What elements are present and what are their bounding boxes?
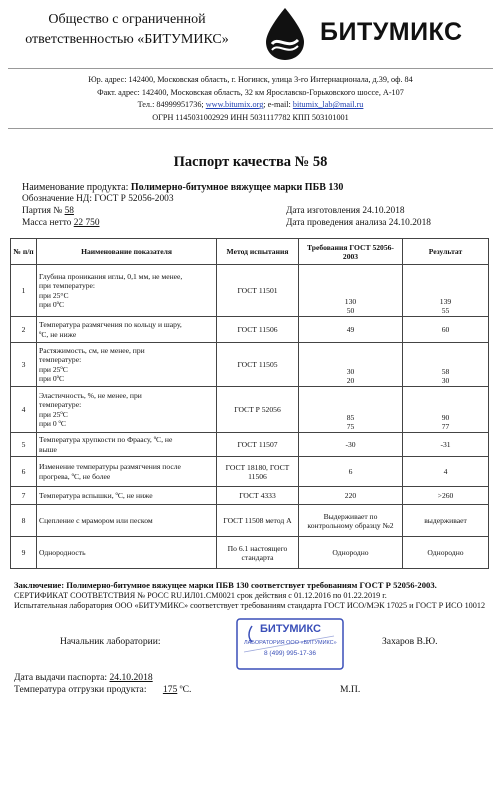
indicator-name [37, 487, 217, 505]
row-number: 4 [11, 387, 37, 433]
requirement-value [299, 433, 403, 457]
requirement-value [299, 505, 403, 537]
header-num: № п/п [11, 239, 37, 265]
indicator-name-line: при 0ºС [39, 374, 65, 383]
table-row [11, 433, 489, 457]
header-result: Результат [403, 239, 489, 265]
result-line: 139 [439, 297, 452, 306]
result-value [403, 457, 489, 487]
website-link[interactable]: www.bitumix.org [205, 100, 264, 110]
indicator-name-line: Изменение температуры размягчения после [39, 462, 181, 471]
lab-stamp [234, 616, 346, 672]
table-row [11, 537, 489, 569]
company-name [14, 10, 240, 50]
batch-value: 58 [64, 206, 74, 216]
certificate-line: СЕРТИФИКАТ СООТВЕТСТВИЯ № РОСС RU.ИЛ01.СМ0021 срок действия с 01.12.2016 по 01.22.2019 г. [14, 590, 387, 600]
row-number: 7 [11, 487, 37, 505]
table-header-row [11, 239, 489, 265]
indicator-name-line: при 25ºС [39, 409, 68, 419]
quality-table [10, 238, 489, 569]
indicator-name-line: при 25°С [39, 290, 69, 300]
requirement-value [299, 317, 403, 343]
requirement-line: -30 [345, 440, 356, 449]
seal-label: М.П. [340, 684, 361, 695]
issue-date-line [14, 672, 153, 683]
ship-temp-label: Температура отгрузки продукта: [14, 684, 149, 695]
indicator-name [37, 537, 217, 569]
analysis-date: Дата проведения анализа 24.10.2018 [286, 218, 431, 228]
indicator-name-line: Сцепление с мрамором или песком [39, 515, 153, 525]
manufacture-date: Дата изготовления 24.10.2018 [286, 206, 405, 216]
indicator-name-line: температуре: [39, 400, 82, 409]
indicator-name [37, 387, 217, 433]
issue-date-label: Дата выдачи паспорта: [14, 672, 110, 683]
result-line: 60 [441, 325, 450, 334]
requirement-value [299, 265, 403, 317]
result-line: 30 [441, 376, 450, 385]
net-mass-label: Масса нетто [22, 218, 74, 228]
contacts-block [0, 74, 501, 124]
test-method: По 6.1 настоящего стандарта [217, 537, 299, 569]
phone-web-email [0, 99, 501, 112]
row-number: 1 [11, 265, 37, 317]
indicator-name [37, 505, 217, 537]
header-divider [8, 68, 493, 69]
table-row [11, 265, 489, 317]
actual-address: Факт. адрес: 142400, Московская область, 32 км Ярославско-Горьковского шоссе, А-107 [97, 87, 404, 97]
result-value [403, 487, 489, 505]
row-number: 2 [11, 317, 37, 343]
table-row [11, 387, 489, 433]
table-row [11, 343, 489, 387]
table-row [11, 487, 489, 505]
table-row [11, 505, 489, 537]
stamp-line2: ЛАБОРАТОРИЯ ООО «БИТУМИКС» [244, 640, 337, 646]
product-name: Полимерно-битумное вяжущее марки ПБВ 130 [130, 182, 344, 193]
requirement-line: Однородно [332, 548, 369, 557]
test-method: ГОСТ 11508 метод А [217, 505, 299, 537]
batch-label: Партия № [22, 206, 65, 216]
table-body [11, 265, 489, 569]
indicator-name-line: Температура размягчения по кольцу и шару, [39, 320, 182, 329]
batch-line [22, 206, 74, 216]
company-name-line1: Общество с ограниченной [48, 12, 206, 27]
indicator-name-line: температуре: [39, 355, 82, 364]
row-number: 6 [11, 457, 37, 487]
requirement-line: 30 [346, 367, 355, 376]
indicator-name [37, 433, 217, 457]
row-number: 5 [11, 433, 37, 457]
result-line: выдерживает [424, 516, 467, 525]
row-number: 8 [11, 505, 37, 537]
result-line: 90 [441, 413, 450, 422]
stamp-line1: БИТУМИКС [260, 623, 321, 635]
table-row [11, 457, 489, 487]
requirement-line: 85 [346, 413, 355, 422]
requirement-value [299, 537, 403, 569]
passport-title: Паспорт качества № 58 [173, 154, 328, 170]
email-link[interactable]: bitumix_lab@mail.ru [292, 100, 364, 110]
test-method: ГОСТ 18180, ГОСТ 11506 [217, 457, 299, 487]
result-value [403, 505, 489, 537]
row-number: 9 [11, 537, 37, 569]
header-requirements: Требования ГОСТ 52056-2003 [299, 239, 403, 265]
result-line: 77 [441, 422, 450, 431]
email-label: ; e-mail: [263, 100, 293, 110]
result-line: 58 [441, 367, 450, 376]
lab-head-label: Начальник лаборатории: [60, 636, 161, 647]
test-method: ГОСТ 11501 [217, 265, 299, 317]
requirement-line: 130 [344, 297, 357, 306]
phone: Тел.: 84999951736; [137, 100, 206, 110]
requirement-line: Выдерживает по контрольному образцу №2 [307, 511, 394, 530]
indicator-name-line: при 0 ºС [39, 419, 66, 428]
test-method: ГОСТ 11507 [217, 433, 299, 457]
stamp-line3: 8 (499) 995-17-36 [264, 650, 317, 657]
requirement-value [299, 487, 403, 505]
test-method: ГОСТ 11505 [217, 343, 299, 387]
product-name-line [22, 182, 343, 193]
result-value [403, 317, 489, 343]
result-value [403, 387, 489, 433]
indicator-name-line: ºС, не ниже [39, 329, 77, 339]
indicator-name-line: при 0ºС [39, 300, 65, 309]
indicator-name-line: Глубина проникания иглы, 0,1 мм, не менее, [39, 271, 183, 281]
indicator-name-line: Однородность [39, 547, 86, 557]
indicator-name-line: при 25ºС [39, 364, 68, 374]
requirement-value [299, 387, 403, 433]
legal-address: Юр. адрес: 142400, Московская область, г. Ногинск, улица 3-го Интернационала, д.39, оф. 84 [88, 75, 413, 84]
requirement-value [299, 343, 403, 387]
result-line: -31 [440, 440, 451, 449]
requirement-line: 49 [346, 325, 355, 334]
result-line: 55 [441, 306, 450, 315]
requirement-line: 75 [346, 422, 355, 431]
registration-numbers: ОГРН 1145031002929 ИНН 5031117782 КПП 503101001 [152, 112, 349, 122]
result-value [403, 343, 489, 387]
issue-date-value: 24.10.2018 [109, 672, 153, 683]
ship-temp-value: 175 [162, 684, 178, 695]
indicator-name-line: Температура вспышки, ºС, не ниже [39, 490, 153, 500]
result-value [403, 537, 489, 569]
test-method: ГОСТ 11506 [217, 317, 299, 343]
requirement-line: 50 [346, 306, 355, 315]
header-name: Наименование показателя [37, 239, 217, 265]
ship-temp-line [14, 684, 191, 695]
logo-drop-icon [258, 6, 312, 62]
row-number: 3 [11, 343, 37, 387]
result-value [403, 265, 489, 317]
contacts-divider [8, 128, 493, 129]
indicator-name [37, 317, 217, 343]
header-method: Метод испытания [217, 239, 299, 265]
indicator-name [37, 265, 217, 317]
requirement-line: 20 [346, 376, 355, 385]
indicator-name-line: Эластичность, %, не менее, при [39, 390, 142, 400]
net-mass-value: 22 750 [73, 218, 100, 228]
result-line: >260 [437, 491, 454, 500]
company-name-line2: ответственностью «БИТУМИКС» [25, 32, 229, 47]
conclusion-block [14, 580, 494, 612]
lab-accreditation: Испытательная лаборатория ООО «БИТУМИКС» соответствует требованиям стандарта ГОСТ ИСО/МЭК 17025 и ГОСТ Р ИСО 10012 [14, 601, 486, 610]
result-line: 4 [443, 467, 448, 476]
requirement-line: 6 [348, 467, 353, 476]
result-line: Однородно [427, 548, 464, 557]
net-mass-line [22, 218, 100, 228]
company-logo [258, 6, 488, 62]
designation: Обозначение НД: ГОСТ Р 52056-2003 [22, 194, 174, 204]
indicator-name-line: прогрева, ºС, не более [39, 471, 111, 481]
test-method: ГОСТ Р 52056 [217, 387, 299, 433]
table-row [11, 317, 489, 343]
product-label: Наименование продукта: [22, 182, 131, 193]
lab-head-name: Захаров В.Ю. [382, 636, 438, 647]
requirement-line: 220 [344, 491, 357, 500]
test-method: ГОСТ 4333 [217, 487, 299, 505]
ship-temp-unit: ºС. [177, 684, 192, 695]
indicator-name-line: выше [39, 444, 57, 454]
indicator-name-line: при температуре: [39, 281, 96, 290]
requirement-value [299, 457, 403, 487]
indicator-name [37, 457, 217, 487]
logo-text: БИТУМИКС [320, 18, 463, 46]
conclusion-main: Заключение: Полимерно-битумное вяжущее марки ПБВ 130 соответствует требованиям ГОСТ Р 52056-2003. [14, 580, 437, 590]
result-value [403, 433, 489, 457]
indicator-name-line: Растяжимость, см, не менее, при [39, 345, 145, 355]
indicator-name [37, 343, 217, 387]
indicator-name-line: Температура хрупкости по Фраасу, ºС, не [39, 435, 173, 444]
